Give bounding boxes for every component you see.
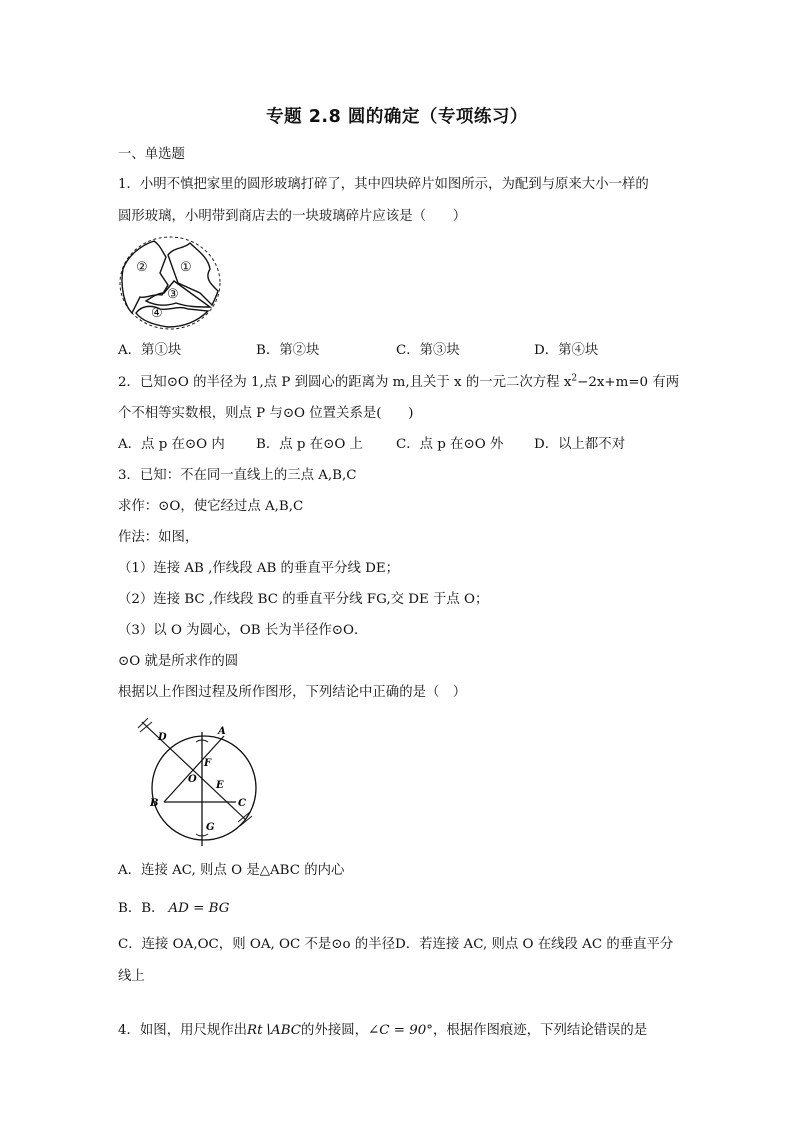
q3-label-b: B	[150, 798, 159, 809]
q3-option-b[interactable]	[118, 900, 229, 918]
q1-text-line2: 圆形玻璃，小明带到商店去的一块玻璃碎片应该是（ ）	[118, 209, 467, 224]
q1-label-1: ①	[180, 260, 192, 275]
q3-line-6: （3）以 O 为圆心，OB 长为半径作⊙O．	[118, 623, 368, 638]
q3-option-b-prefix: B．B．	[118, 901, 165, 916]
section-heading: 一、单选题	[118, 147, 185, 162]
q3-option-a[interactable]: A．连接 AC, 则点 O 是△ABC 的内心	[118, 863, 345, 878]
q4-mid: 的外接圆，	[301, 1023, 368, 1038]
q3-label-a: A	[218, 726, 226, 737]
page-title: 专题 2.8 圆的确定（专项练习）	[266, 107, 528, 127]
q1-dashed-circle	[120, 237, 220, 329]
q2-text-line1-b: −2x+m=0 有两	[577, 375, 680, 390]
q3-line-8: 根据以上作图过程及所作图形，下列结论中正确的是（ ）	[118, 685, 467, 700]
q3-circle-o	[152, 736, 256, 840]
q3-line-3: 作法：如图，	[118, 530, 199, 545]
q2-text-line2: 个不相等实数根，则点 P 与⊙O 位置关系是( )	[118, 406, 414, 421]
q3-line-4: （1）连接 AB ,作线段 AB 的垂直平分线 DE；	[118, 561, 400, 576]
q3-line-2: 求作：⊙O，使它经过点 A,B,C	[118, 499, 304, 514]
q2-text-line1-a: 2．已知⊙O 的半径为 1,点 P 到圆心的距离为 m,且关于 x 的一元二次方程 x	[118, 375, 572, 390]
q3-option-c-line1[interactable]: C．连接 OA,OC，则 OA, OC 不是⊙o 的半径D．若连接 AC, 则点 O 在线段 AC 的垂直平分	[118, 937, 674, 952]
q4-prefix: 4．如图，用尺规作出	[118, 1023, 248, 1038]
q2-option-a[interactable]: A．点 p 在⊙O 内	[118, 437, 225, 452]
q2-option-c[interactable]: C．点 p 在⊙O 外	[396, 437, 504, 452]
q2-text-line1	[118, 374, 679, 392]
q3-construction-figure	[136, 718, 260, 852]
q3-label-o: O	[188, 774, 197, 785]
q3-label-f: F	[204, 758, 212, 769]
q3-line-7: ⊙O 就是所求作的圆	[118, 654, 239, 669]
q3-label-d: D	[158, 732, 167, 743]
q3-line-5: （2）连接 BC ,作线段 BC 的垂直平分线 FG,交 DE 于点 O；	[118, 592, 489, 607]
q2-option-b[interactable]: B．点 p 在⊙O 上	[256, 437, 363, 452]
q1-label-2: ②	[136, 260, 148, 275]
q2-exponent: 2	[571, 373, 578, 384]
q3-label-e: E	[216, 780, 224, 791]
q3-label-g: G	[206, 822, 215, 833]
q3-label-c: C	[238, 798, 246, 809]
q1-option-c[interactable]: C．第③块	[396, 343, 460, 358]
q1-fragment-2	[122, 241, 168, 313]
q3-option-b-formula: AD = BG	[168, 901, 230, 916]
q4-triangle-formula: Rt∖ABC	[247, 1023, 302, 1038]
q1-label-4: ④	[151, 306, 163, 321]
q3-line-1: 3．已知：不在同一直线上的三点 A,B,C	[118, 468, 357, 483]
q4-angle-formula: ∠C = 90°	[368, 1023, 433, 1038]
q1-option-b[interactable]: B．第②块	[256, 343, 320, 358]
q2-option-d[interactable]: D．以上都不对	[534, 437, 626, 452]
q4-text-line1	[118, 1022, 647, 1040]
q1-text-line1: 1．小明不慎把家里的圆形玻璃打碎了，其中四块碎片如图所示，为配到与原来大小一样的	[118, 177, 649, 192]
q3-option-c-line2: 线上	[118, 969, 145, 984]
q1-option-a[interactable]: A．第①块	[118, 343, 182, 358]
q4-suffix: ，根据作图痕迹，下列结论错误的是	[432, 1023, 648, 1038]
q1-option-d[interactable]: D．第④块	[534, 343, 599, 358]
q1-label-3: ③	[167, 287, 179, 302]
q1-glass-figure	[118, 235, 224, 331]
